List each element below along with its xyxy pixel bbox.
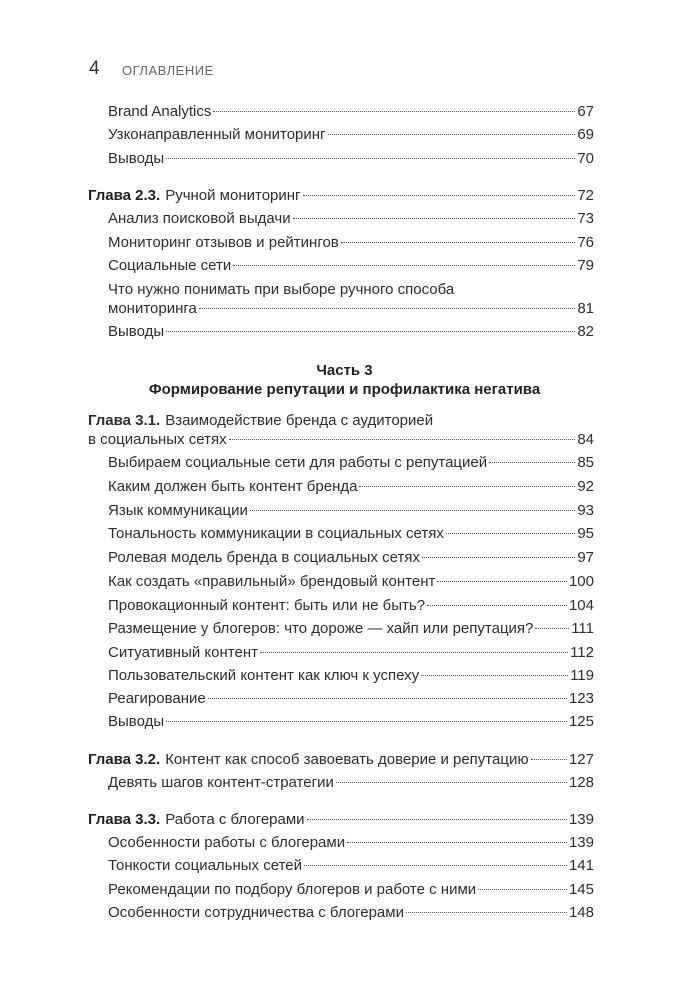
dot-leader — [229, 439, 576, 440]
toc-entry[interactable] — [108, 149, 594, 169]
toc-entry[interactable] — [108, 256, 594, 276]
page-ref: 128 — [568, 774, 594, 791]
dot-leader — [422, 557, 575, 558]
page-ref: 123 — [568, 690, 594, 707]
toc-entry[interactable] — [108, 880, 594, 900]
entry-title: Тонкости социальных сетей — [108, 857, 302, 874]
page-ref: 79 — [577, 257, 594, 274]
page-ref: 73 — [577, 210, 594, 227]
toc-entry[interactable] — [108, 322, 594, 342]
page-ref: 70 — [577, 150, 594, 167]
dot-leader — [437, 581, 567, 582]
toc-entry[interactable] — [108, 501, 594, 521]
toc-entry[interactable] — [108, 773, 594, 793]
toc-entry[interactable] — [108, 209, 594, 229]
entry-title: Взаимодействие бренда с аудиторией — [165, 412, 434, 429]
dot-leader — [250, 510, 575, 511]
dot-leader — [478, 889, 567, 890]
dot-leader — [347, 842, 567, 843]
toc-entry[interactable] — [108, 299, 594, 319]
toc-entry[interactable] — [88, 810, 594, 830]
toc-entry[interactable] — [108, 125, 594, 145]
dot-leader — [304, 865, 567, 866]
dot-leader — [166, 158, 575, 159]
entry-title: Особенности работы с блогерами — [108, 834, 346, 851]
toc-entry[interactable] — [108, 833, 594, 853]
entry-title: Выводы — [108, 150, 165, 167]
dot-leader — [293, 218, 576, 219]
page-ref: 148 — [568, 904, 594, 921]
dot-leader — [336, 782, 567, 783]
entry-title: Выводы — [108, 713, 165, 730]
entry-title: Тональность коммуникации в социальных сетях — [108, 525, 444, 542]
page-ref: 72 — [577, 187, 594, 204]
page-ref: 125 — [568, 713, 594, 730]
entry-title: Реагирование — [108, 690, 206, 707]
entry-title: Что нужно понимать при выборе ручного способа — [108, 281, 455, 298]
dot-leader — [446, 533, 575, 534]
dot-leader — [427, 605, 567, 606]
page-ref: 127 — [568, 751, 594, 768]
entry-title: Язык коммуникации — [108, 502, 248, 519]
entry-title: Ручной мониторинг — [165, 187, 301, 204]
chapter-label: Глава 2.3. — [88, 187, 161, 204]
toc-entry-first-line[interactable] — [108, 280, 454, 300]
entry-title: Социальные сети — [108, 257, 232, 274]
entry-title: Выводы — [108, 323, 165, 340]
entry-title: Как создать «правильный» брендовый контент — [108, 573, 436, 590]
toc-entry[interactable] — [88, 186, 594, 206]
dot-leader — [166, 331, 575, 332]
entry-title: Провокационный контент: быть или не быть? — [108, 597, 426, 614]
entry-title: Рекомендации по подбору блогеров и работе с ними — [108, 881, 477, 898]
part-label: Часть 3 — [316, 362, 373, 379]
page-ref: 69 — [577, 126, 594, 143]
chapter-label: Глава 3.3. — [88, 811, 161, 828]
entry-title: в социальных сетях — [88, 431, 227, 448]
entry-title: Ролевая модель бренда в социальных сетях — [108, 549, 420, 566]
page-ref: 84 — [577, 431, 594, 448]
toc-entry[interactable] — [108, 524, 594, 544]
dot-leader — [359, 486, 575, 487]
page-ref: 100 — [568, 573, 594, 590]
toc-entry[interactable] — [108, 572, 594, 592]
page-ref: 111 — [571, 620, 594, 637]
toc-entry[interactable] — [88, 430, 594, 450]
chapter-label: Глава 3.1. — [88, 412, 161, 429]
part-title: Формирование репутации и профилактика негатива — [148, 381, 541, 398]
page-ref: 93 — [577, 502, 594, 519]
entry-title: Выбираем социальные сети для работы с репутацией — [108, 454, 488, 471]
toc-entry[interactable] — [108, 453, 594, 473]
entry-title: Работа с блогерами — [165, 811, 305, 828]
toc-entry-first-line[interactable] — [88, 411, 433, 431]
toc-entry[interactable] — [108, 102, 594, 122]
entry-title: Brand Analytics — [108, 103, 212, 120]
dot-leader — [489, 462, 575, 463]
dot-leader — [199, 308, 575, 309]
dot-leader — [341, 242, 576, 243]
toc-entry[interactable] — [108, 643, 594, 663]
page-ref: 97 — [577, 549, 594, 566]
dot-leader — [166, 721, 567, 722]
toc-entry[interactable] — [88, 750, 594, 770]
page-ref: 76 — [577, 234, 594, 251]
page-ref: 139 — [568, 834, 594, 851]
entry-title: Контент как способ завоевать доверие и репутацию — [165, 751, 529, 768]
dot-leader — [233, 265, 575, 266]
page-number: 4 — [89, 58, 100, 79]
page-ref: 81 — [577, 300, 594, 317]
toc-entry[interactable] — [108, 619, 594, 639]
entry-title: Девять шагов контент-стратегии — [108, 774, 334, 791]
toc-entry[interactable] — [108, 477, 594, 497]
toc-entry[interactable] — [108, 856, 594, 876]
dot-leader — [260, 652, 568, 653]
entry-title: Мониторинг отзывов и рейтингов — [108, 234, 339, 251]
entry-title: Анализ поисковой выдачи — [108, 210, 291, 227]
page-ref: 119 — [570, 667, 594, 684]
toc-entry[interactable] — [108, 903, 594, 923]
page-ref: 112 — [570, 644, 594, 661]
page-ref: 95 — [577, 525, 594, 542]
dot-leader — [328, 134, 576, 135]
toc-entry[interactable] — [108, 548, 594, 568]
entry-title: Ситуативный контент — [108, 644, 258, 661]
dot-leader — [208, 698, 567, 699]
dot-leader — [406, 912, 567, 913]
page-ref: 104 — [568, 597, 594, 614]
page-ref: 139 — [568, 811, 594, 828]
dot-leader — [531, 759, 567, 760]
dot-leader — [535, 628, 569, 629]
chapter-label: Глава 3.2. — [88, 751, 161, 768]
entry-title: Каким должен быть контент бренда — [108, 478, 358, 495]
page-ref: 82 — [577, 323, 594, 340]
toc-entry[interactable] — [108, 596, 594, 616]
toc-entry[interactable] — [108, 689, 594, 709]
toc-entry[interactable] — [108, 712, 594, 732]
entry-title: Узконаправленный мониторинг — [108, 126, 326, 143]
dot-leader — [421, 675, 568, 676]
dot-leader — [303, 195, 576, 196]
toc-entry[interactable] — [108, 233, 594, 253]
page-ref: 85 — [577, 454, 594, 471]
page-ref: 92 — [577, 478, 594, 495]
entry-title: Особенности сотрудничества с блогерами — [108, 904, 404, 921]
page-ref: 145 — [568, 881, 594, 898]
running-title: ОГЛАВЛЕНИЕ — [122, 63, 214, 78]
entry-title: Пользовательский контент как ключ к успеху — [108, 667, 420, 684]
dot-leader — [213, 111, 575, 112]
toc-entry[interactable] — [108, 666, 594, 686]
page-ref: 67 — [577, 103, 594, 120]
entry-title: Размещение у блогеров: что дороже — хайп или репутация? — [108, 620, 534, 637]
entry-title: мониторинга — [108, 300, 197, 317]
dot-leader — [307, 819, 567, 820]
page-ref: 141 — [568, 857, 594, 874]
